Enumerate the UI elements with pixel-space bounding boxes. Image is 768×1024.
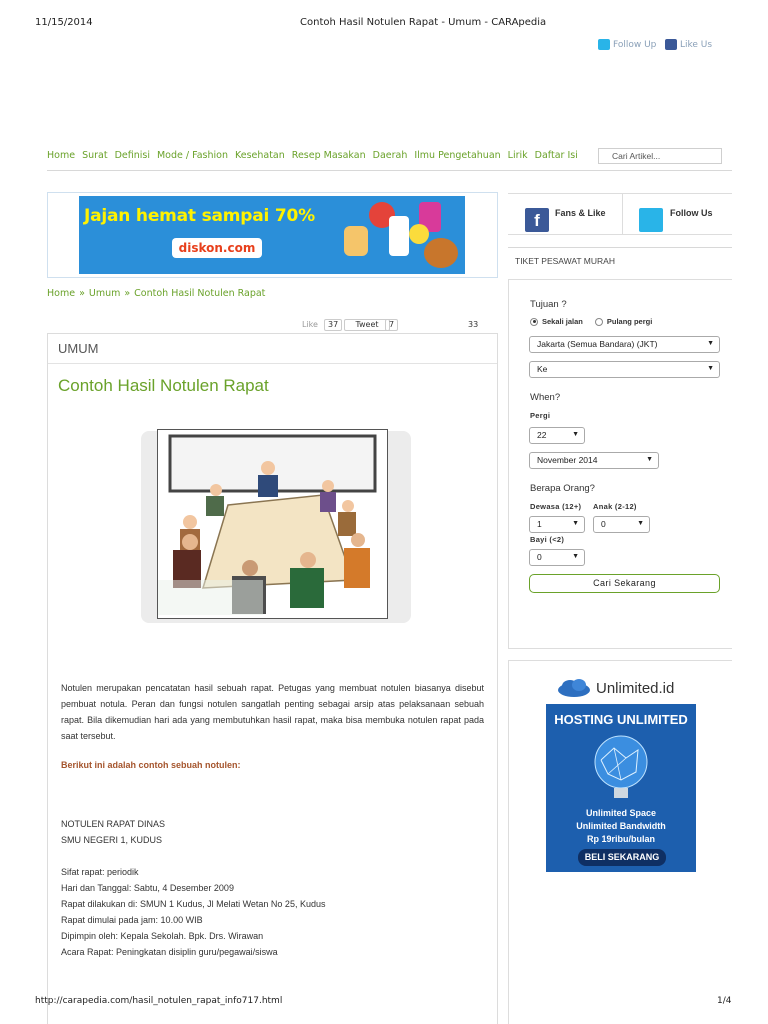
bayi-label: Bayi (<2) (530, 535, 565, 544)
cloud-icon (556, 678, 592, 698)
anak-label: Anak (2-12) (593, 502, 637, 511)
print-page-number: 1/4 (717, 996, 732, 1006)
print-title: Contoh Hasil Notulen Rapat - Umum - CARApedia (300, 17, 547, 28)
intro-paragraph: Notulen merupakan pencatatan hasil sebuah rapat. Petugas yang membuat notulen biasanya disebut pembuat notula. Peran dan fungsi notulen sangatlah penting sebagai arsip atas pelaksanaan sebuah rapat. Bila dikemudian hari ada yang membutuhkan hasil rapat, maka bisa membuka notulen rapat pada saat tersebut. (61, 683, 484, 741)
breadcrumb-home[interactable]: Home (47, 288, 76, 299)
anak-value: 0 (601, 519, 606, 529)
sidebar-social (508, 193, 732, 235)
notulen-school-line: SMU NEGERI 1, KUDUS (61, 835, 163, 845)
print-date: 11/15/2014 (35, 17, 93, 28)
dewasa-value: 1 (537, 519, 542, 529)
dewasa-label: Dewasa (12+) (530, 502, 582, 511)
page-title: Contoh Hasil Notulen Rapat (58, 376, 269, 395)
pergi-label: Pergi (530, 411, 551, 420)
follow-up-link[interactable] (598, 39, 656, 50)
nav-divider (47, 170, 732, 171)
like-count: 37 (324, 319, 342, 331)
meeting-illustration (157, 429, 388, 619)
nav-item-definisi[interactable]: Definisi (114, 150, 150, 161)
facebook-icon (665, 39, 677, 50)
nav-item-resep-masakan[interactable]: Resep Masakan (291, 150, 366, 161)
pulang-pergi-label: Pulang pergi (606, 317, 653, 326)
month-value: November 2014 (537, 455, 598, 465)
follow-us-link[interactable]: Follow Us (670, 208, 713, 218)
sidebar-rule (508, 247, 732, 248)
breadcrumb (47, 288, 265, 299)
category-header: UMUM (48, 334, 497, 364)
destination-value: Ke (537, 364, 548, 374)
notulen-title-line: NOTULEN RAPAT DINAS (61, 819, 166, 829)
nav-item-surat[interactable]: Surat (82, 150, 108, 161)
unlimited-brand: Unlimited.id (596, 679, 675, 697)
nav-item-kesehatan[interactable]: Kesehatan (234, 150, 285, 161)
notulen-detail-line: Dipimpin oleh: Kepala Sekolah. Bpk. Drs. Wirawan (61, 931, 264, 941)
tiket-widget-title: TIKET PESAWAT MURAH (515, 256, 615, 266)
sekali-jalan-radio[interactable] (530, 318, 538, 326)
hosting-ad[interactable] (546, 704, 696, 872)
unlimited-logo[interactable] (556, 678, 674, 698)
day-value: 22 (537, 430, 547, 440)
ad-headline: HOSTING UNLIMITED (554, 712, 688, 727)
tujuan-label: Tujuan ? (530, 299, 567, 310)
chevron-down-icon: ▼ (707, 340, 714, 347)
share-bar (300, 318, 480, 332)
meeting-drawing (158, 430, 387, 618)
orang-label: Berapa Orang? (530, 483, 595, 494)
chevron-down-icon: ▼ (572, 553, 579, 560)
article-subheading: Berikut ini adalah contoh sebuah notulen: (61, 760, 241, 770)
like-button[interactable]: Like (302, 320, 318, 329)
pulang-pergi-radio[interactable] (595, 318, 603, 326)
dewasa-select[interactable] (529, 516, 585, 533)
notulen-detail-line: Hari dan Tanggal: Sabtu, 4 Desember 2009 (61, 883, 234, 893)
nav-item-ilmu-pengetahuan[interactable]: Ilmu Pengetahuan (414, 150, 501, 161)
when-label: When? (530, 392, 561, 403)
destination-select[interactable] (529, 361, 720, 378)
tweet-count: 7 (385, 319, 398, 331)
ad-line-1: Unlimited Space (585, 808, 657, 818)
nav-item-mode-fashion[interactable]: Mode / Fashion (156, 150, 228, 161)
facebook-icon: f (525, 208, 549, 232)
diskon-banner[interactable] (79, 196, 465, 274)
breadcrumb-separator: » (124, 288, 131, 299)
banner-headline: Jajan hemat sampai 70% (84, 206, 315, 226)
chevron-down-icon: ▼ (707, 365, 714, 372)
cari-sekarang-button[interactable]: Cari Sekarang (529, 574, 720, 593)
breadcrumb-current: Contoh Hasil Notulen Rapat (134, 288, 266, 299)
chevron-down-icon: ▼ (572, 431, 579, 438)
follow-up-label: Follow Up (613, 39, 657, 50)
twitter-icon (639, 208, 663, 232)
chevron-down-icon: ▼ (637, 520, 644, 527)
anak-select[interactable] (593, 516, 650, 533)
notulen-detail-line: Sifat rapat: periodik (61, 867, 139, 877)
notulen-detail-line: Rapat dimulai pada jam: 10.00 WIB (61, 915, 203, 925)
day-select[interactable] (529, 427, 585, 444)
search-input[interactable]: Cari Artikel... (598, 148, 722, 164)
food-illustration (344, 226, 368, 256)
lightbulb-icon (586, 730, 656, 804)
ad-price: Rp 19ribu/bulan (586, 834, 655, 844)
sekali-jalan-label: Sekali jalan (542, 317, 583, 326)
burger-illustration (424, 238, 458, 268)
like-us-link[interactable] (665, 39, 712, 50)
notulen-detail-line: Rapat dilakukan di: SMUN 1 Kudus, Jl Melati Wetan No 25, Kudus (61, 899, 326, 909)
food-illustration (409, 224, 429, 244)
month-select[interactable] (529, 452, 659, 469)
ad-line-2: Unlimited Bandwidth (576, 821, 666, 831)
like-us-label: Like Us (680, 39, 713, 50)
origin-select[interactable] (529, 336, 720, 353)
twitter-icon (598, 39, 610, 50)
breadcrumb-separator: » (79, 288, 85, 299)
origin-value: Jakarta (Semua Bandara) (JKT) (537, 339, 658, 349)
nav-item-daerah[interactable]: Daerah (372, 150, 408, 161)
bayi-select[interactable] (529, 549, 585, 566)
nav-item-daftar-isi[interactable]: Daftar Isi (534, 150, 578, 161)
breadcrumb-category[interactable]: Umum (88, 288, 121, 299)
fans-like-link[interactable]: Fans & Like (555, 208, 606, 218)
nav-item-lirik[interactable]: Lirik (507, 150, 528, 161)
nav-item-home[interactable]: Home (47, 150, 76, 161)
sidebar-divider (622, 194, 623, 235)
print-url: http://carapedia.com/hasil_notulen_rapat_info717.html (35, 996, 283, 1006)
chevron-down-icon: ▼ (646, 456, 653, 463)
tweet-button[interactable]: Tweet (344, 319, 390, 331)
notulen-detail-line: Acara Rapat: Peningkatan disiplin guru/pegawai/siswa (61, 947, 278, 957)
milk-illustration (389, 216, 409, 256)
bayi-value: 0 (537, 552, 542, 562)
beli-sekarang-button[interactable]: BELI SEKARANG (578, 849, 666, 866)
plusone-count: 33 (468, 320, 479, 329)
main-nav (47, 150, 578, 161)
diskon-logo: diskon.com (172, 238, 262, 258)
trip-type-options (530, 317, 652, 326)
chevron-down-icon: ▼ (572, 520, 579, 527)
